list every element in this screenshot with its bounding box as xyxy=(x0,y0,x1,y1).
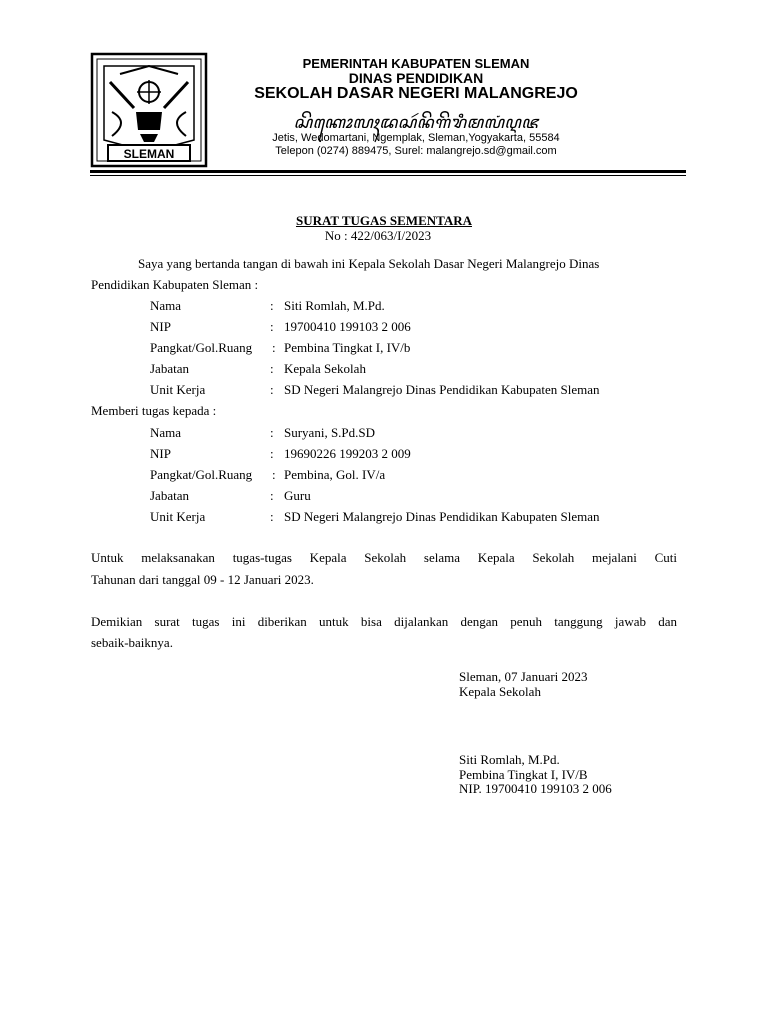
field-colon: : xyxy=(270,319,274,334)
field-value: Siti Romlah, M.Pd. xyxy=(284,298,385,313)
field-colon: : xyxy=(270,509,274,524)
field-colon: : xyxy=(270,488,274,503)
signature-nip: NIP. 19700410 199103 2 006 xyxy=(459,781,612,796)
field-label: Pangkat/Gol.Ruang xyxy=(150,467,253,482)
logo-text: SLEMAN xyxy=(123,147,175,161)
field-label: Unit Kerja xyxy=(150,382,206,397)
field-colon: : xyxy=(270,382,274,397)
field-value: Kepala Sekolah xyxy=(284,361,366,376)
field-colon: : xyxy=(270,298,274,313)
field-value: 19700410 199103 2 006 xyxy=(284,319,411,334)
field-colon: : xyxy=(272,467,276,482)
document-number: No : 422/063/I/2023 xyxy=(324,228,432,243)
letterhead-address: Jetis, Wedomartani, Ngemplak, Sleman,Yogyakarta, 55584 xyxy=(272,132,560,144)
field-value: SD Negeri Malangrejo Dinas Pendidikan Kabupaten Sleman xyxy=(284,382,600,397)
field-label: NIP xyxy=(150,446,171,461)
field-label: Pangkat/Gol.Ruang xyxy=(150,340,253,355)
signature-rank: Pembina Tingkat I, IV/B xyxy=(459,767,588,782)
field-colon: : xyxy=(270,446,274,461)
field-label: Unit Kerja xyxy=(150,509,206,524)
field-value: Suryani, S.Pd.SD xyxy=(284,425,376,440)
field-label: NIP xyxy=(150,319,171,334)
field-value: 19690226 199203 2 009 xyxy=(284,446,411,461)
sleman-regency-logo xyxy=(90,52,208,168)
letterhead-government: PEMERINTAH KABUPATEN SLEMAN xyxy=(302,56,530,71)
signature-position: Kepala Sekolah xyxy=(459,684,541,699)
field-label: Jabatan xyxy=(150,488,189,503)
letterhead-department: DINAS PENDIDIKAN xyxy=(348,70,484,86)
intro-line-2: Pendidikan Kabupaten Sleman : xyxy=(91,277,259,292)
field-label: Nama xyxy=(150,425,182,440)
field-colon: : xyxy=(270,425,274,440)
field-colon: : xyxy=(272,340,276,355)
document-title: SURAT TUGAS SEMENTARA xyxy=(295,213,473,228)
purpose-line-1: Untuk melaksanakan tugas-tugas Kepala Sekolah selama Kepala Sekolah mejalani Cuti xyxy=(91,550,677,565)
signature-place-date: Sleman, 07 Januari 2023 xyxy=(459,669,588,684)
field-value: Pembina, Gol. IV/a xyxy=(284,467,386,482)
letterhead-divider-thin xyxy=(90,175,686,176)
signature-name: Siti Romlah, M.Pd. xyxy=(459,752,560,767)
assign-intro: Memberi tugas kepada : xyxy=(91,403,217,418)
field-value: Pembina Tingkat I, IV/b xyxy=(284,340,411,355)
field-colon: : xyxy=(270,361,274,376)
letterhead-javanese-script: ꦱꦼꦏꦺꦴꦭꦃꦢꦱꦂꦤꦼꦒꦼꦫꦶꦩꦭꦁꦉꦗ xyxy=(293,113,539,133)
letterhead-divider-thick xyxy=(90,170,686,173)
field-value: Guru xyxy=(284,488,311,503)
letterhead-school: SEKOLAH DASAR NEGERI MALANGREJO xyxy=(254,85,578,102)
field-label: Nama xyxy=(150,298,182,313)
field-value: SD Negeri Malangrejo Dinas Pendidikan Kabupaten Sleman xyxy=(284,509,600,524)
closing-line-1: Demikian surat tugas ini diberikan untuk bisa dijalankan dengan penuh tanggung jawab dan xyxy=(91,614,677,629)
closing-line-2: sebaik-baiknya. xyxy=(91,635,173,650)
intro-line-1: Saya yang bertanda tangan di bawah ini Kepala Sekolah Dasar Negeri Malangrejo Dinas xyxy=(138,256,600,271)
field-label: Jabatan xyxy=(150,361,189,376)
purpose-line-2: Tahunan dari tanggal 09 - 12 Januari 2023. xyxy=(91,572,314,587)
letterhead-contact: Telepon (0274) 889475, Surel: malangrejo.sd@gmail.com xyxy=(275,145,557,157)
